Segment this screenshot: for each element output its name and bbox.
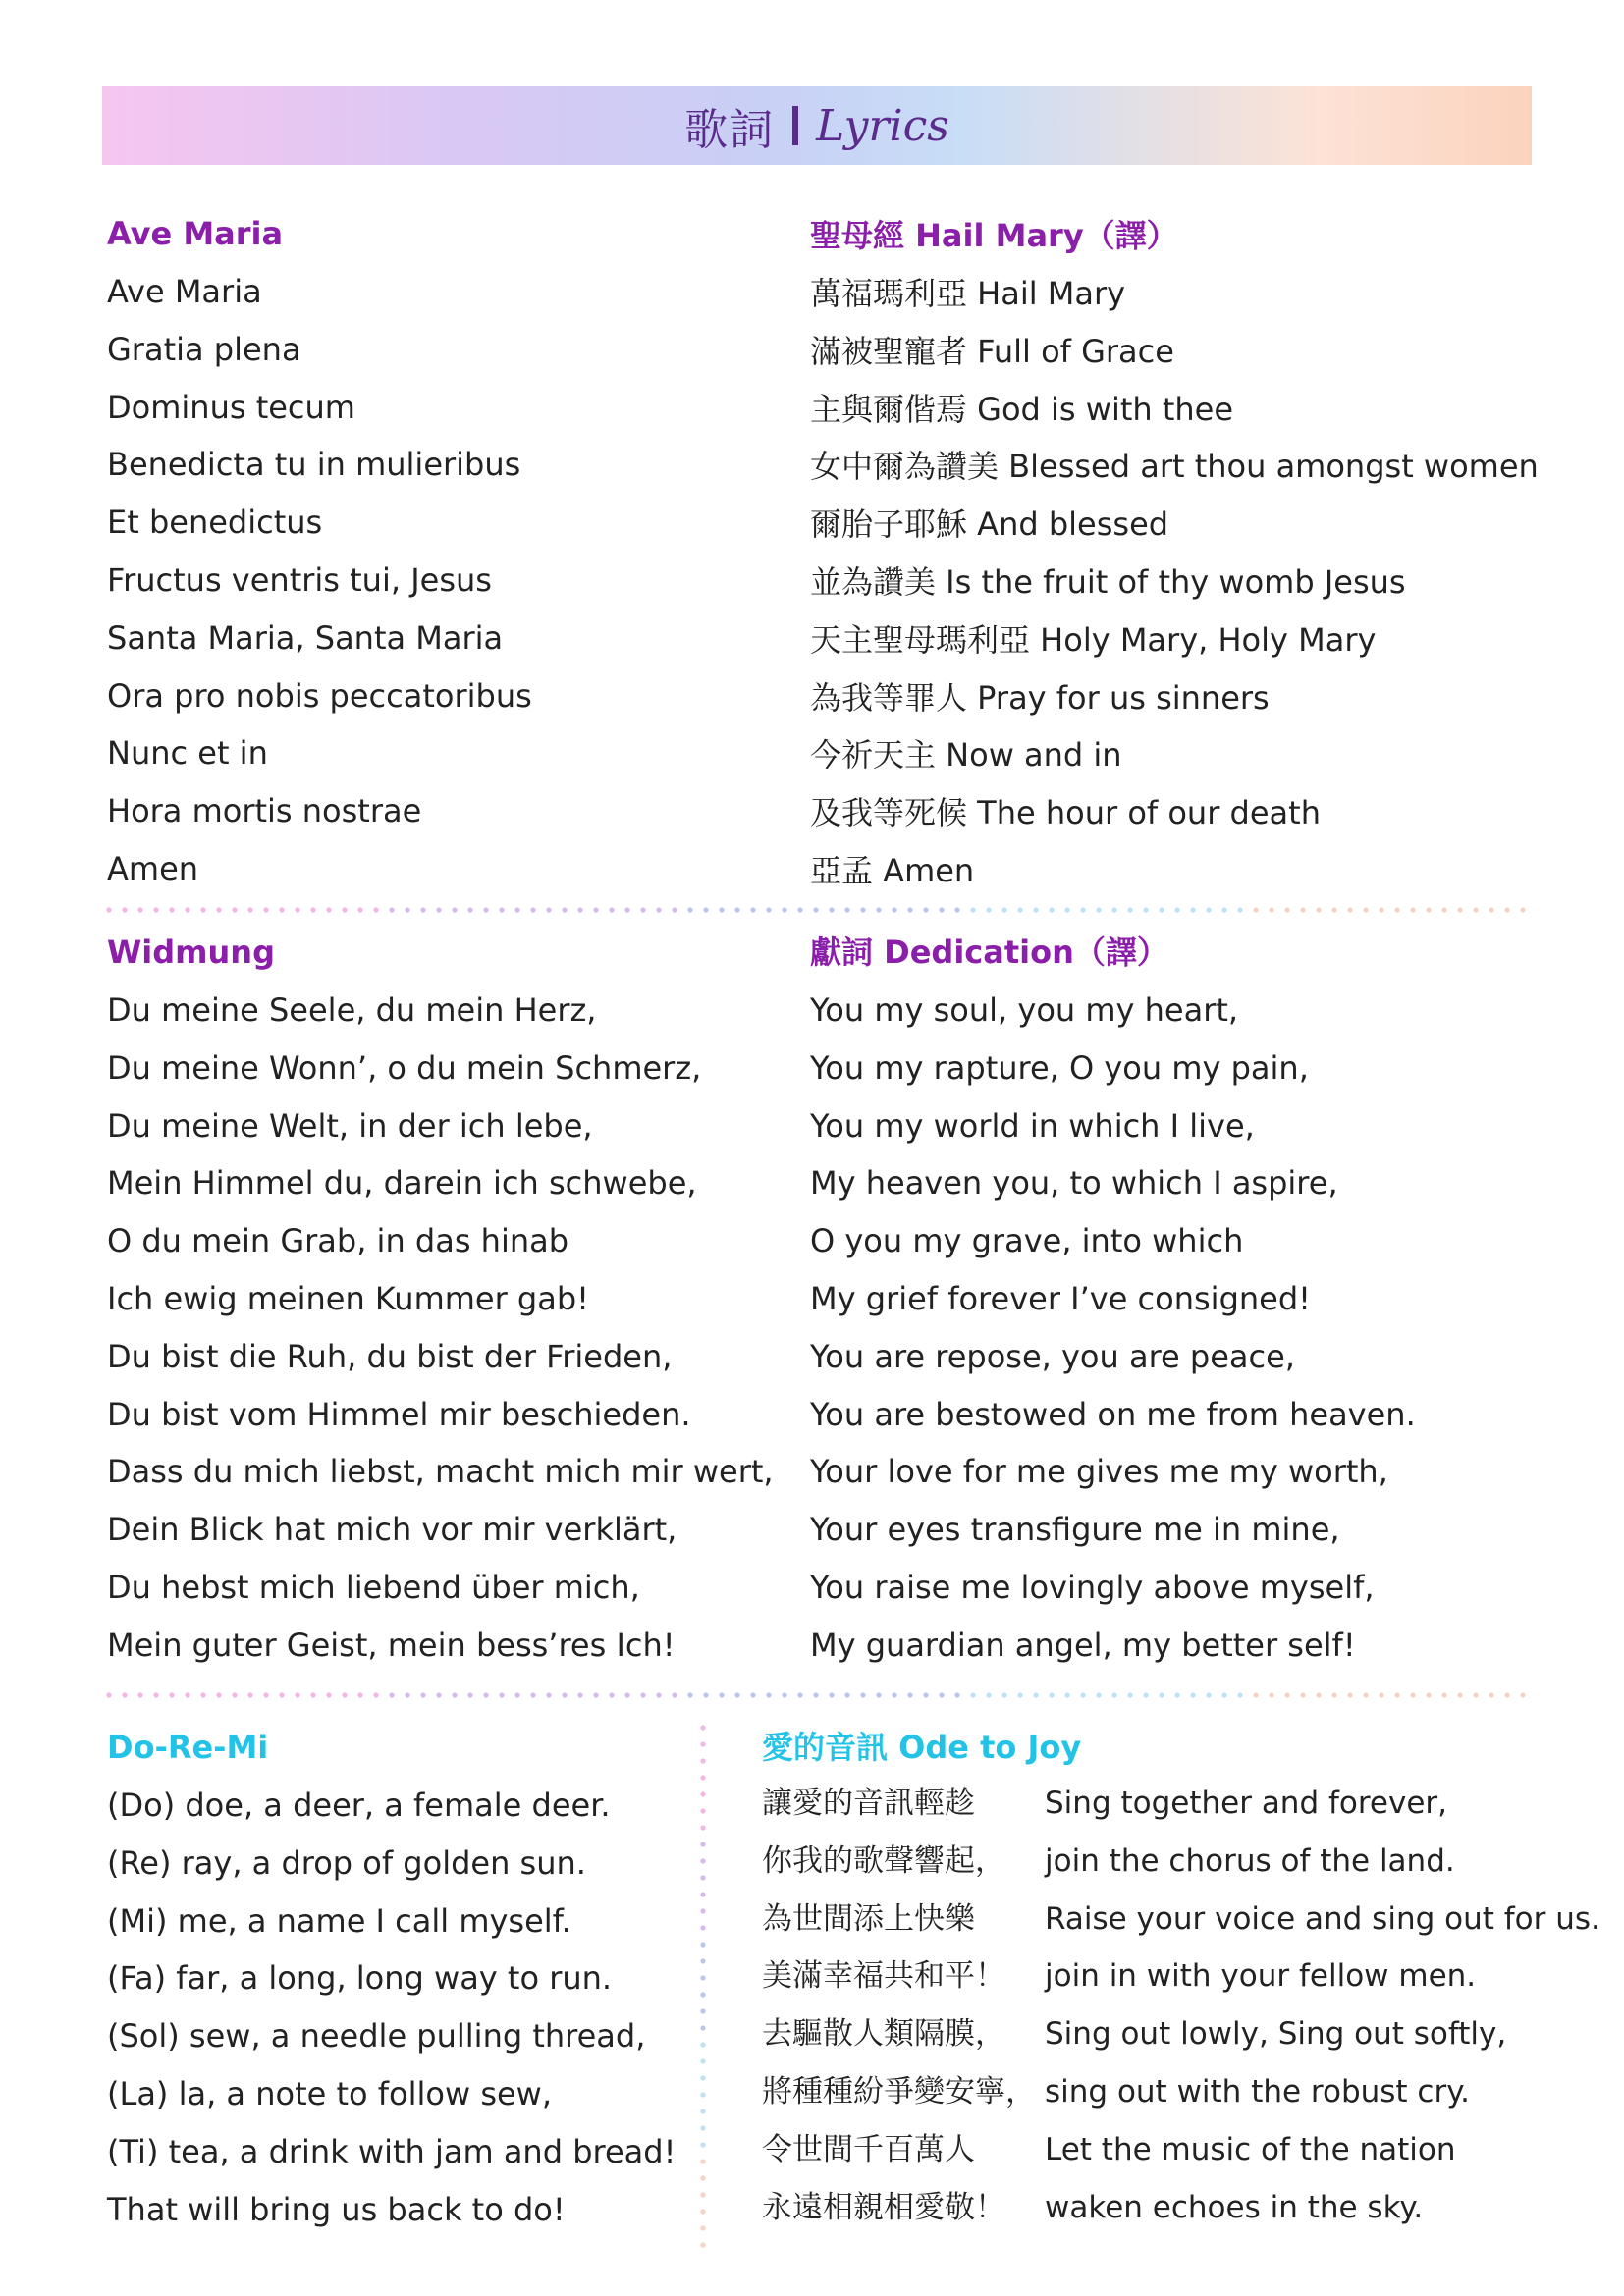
title-english: Lyrics: [816, 100, 949, 151]
lyric-line: 女中爾為讚美 Blessed art thou amongst women: [810, 448, 1539, 486]
ode-en-line: Sing together and forever,: [1045, 1786, 1448, 1821]
lyric-line: You my world in which I live,: [810, 1106, 1255, 1145]
dedication-section: [810, 931, 1416, 1675]
lyric-line: Hora mortis nostrae: [107, 792, 422, 830]
ode-en-line: Sing out lowly, Sing out softly,: [1045, 2016, 1507, 2053]
lyric-line: (Sol) sew, a needle pulling thread,: [107, 2017, 646, 2056]
lyric-line: Ave Maria: [107, 273, 262, 310]
ode-row: [762, 1833, 1600, 1891]
lyric-line: Du meine Welt, in der ich lebe,: [107, 1106, 593, 1145]
lyric-line: Dominus tecum: [107, 388, 355, 426]
lyric-line: Dein Blick hat mich vor mir verklärt,: [107, 1511, 677, 1549]
lyric-line: You are bestowed on me from heaven.: [810, 1395, 1416, 1433]
lyric-line: Your love for me gives me my worth,: [810, 1453, 1388, 1491]
lyric-line: (Fa) far, a long, long way to run.: [107, 1959, 613, 1998]
ode-cn-line: 將種種紛爭變安寧，: [762, 2073, 1036, 2109]
doremi-heading: Do-Re-Mi: [107, 1729, 269, 1766]
lyric-line: Ich ewig meinen Kummer gab!: [107, 1279, 589, 1317]
lyric-line: Gratia plena: [107, 330, 301, 368]
ode-cn-line: 為世間添上快樂: [762, 1900, 975, 1937]
lyric-line: Dass du mich liebst, macht mich mir wert,: [107, 1453, 774, 1491]
lyric-line: You raise me lovingly above myself,: [810, 1568, 1375, 1606]
ode-en-line: Raise your voice and sing out for us.: [1045, 1900, 1600, 1937]
lyric-line: O you my grave, into which: [810, 1222, 1244, 1260]
doremi-lines: [107, 1777, 676, 2238]
ode-row: [762, 2005, 1600, 2063]
ode-en-line: Let the music of the nation: [1045, 2131, 1456, 2167]
ode-row: [762, 1891, 1600, 1949]
ode-en-line: waken echoes in the sky.: [1045, 2189, 1424, 2225]
lyric-line: My guardian angel, my better self!: [810, 1626, 1356, 1664]
lyric-line: Du hebst mich liebend über mich,: [107, 1568, 640, 1606]
ode-en-line: join in with your fellow men.: [1045, 1958, 1477, 1995]
title-chinese: 歌詞: [684, 105, 776, 155]
lyric-line: You are repose, you are peace,: [810, 1337, 1295, 1375]
ode-cn-line: 永遠相親相愛敬！: [762, 2189, 1005, 2225]
ode-row: [762, 2121, 1600, 2179]
hail-mary-section: [810, 214, 1539, 900]
ode-en-line: join the chorus of the land.: [1045, 1842, 1455, 1879]
ode-cn-line: 讓愛的音訊輕趁: [762, 1786, 975, 1821]
lyric-line: Du meine Seele, du mein Herz,: [107, 991, 597, 1029]
lyric-line: (Mi) me, a name I call myself.: [107, 1901, 571, 1940]
widmung-lines: [107, 982, 774, 1675]
lyric-line: Santa Maria, Santa Maria: [107, 618, 504, 657]
lyric-line: Ora pro nobis peccatoribus: [107, 676, 532, 715]
dotted-divider: [106, 907, 1530, 913]
lyric-line: (Re) ray, a drop of golden sun.: [107, 1843, 586, 1882]
lyric-line: Amen: [107, 849, 199, 887]
lyric-line: 為我等罪人 Pray for us sinners: [810, 678, 1270, 717]
lyric-line: O du mein Grab, in das hinab: [107, 1222, 569, 1260]
lyric-line: Your eyes transfigure me in mine,: [810, 1511, 1340, 1549]
dedication-lines: [810, 982, 1416, 1675]
ode-row: [762, 1948, 1600, 2005]
lyric-line: 亞孟 Amen: [810, 851, 975, 889]
lyric-line: 滿被聖寵者 Full of Grace: [810, 332, 1174, 370]
ode-row: [762, 2063, 1600, 2121]
lyric-line: (Do) doe, a deer, a female deer.: [107, 1787, 611, 1824]
lyric-line: (La) la, a note to follow sew,: [107, 2074, 553, 2112]
dedication-heading: 獻詞 Dedication（譯）: [810, 934, 1168, 971]
lyric-line: 萬福瑪利亞 Hail Mary: [810, 275, 1126, 312]
lyric-line: My grief forever I’ve consigned!: [810, 1279, 1311, 1317]
hail-mary-lines: [810, 265, 1539, 900]
lyric-line: Du bist die Ruh, du bist der Frieden,: [107, 1337, 673, 1375]
lyric-line: 及我等死候 The hour of our death: [810, 794, 1321, 832]
hail-mary-heading: 聖母經 Hail Mary（譯）: [810, 217, 1178, 254]
dotted-divider: [106, 1692, 1530, 1698]
lyric-line: 並為讚美 Is the fruit of thy womb Jesus: [810, 562, 1406, 601]
ode-row: [762, 1775, 1600, 1833]
ode-heading: 愛的音訊 Ode to Joy: [762, 1729, 1082, 1766]
lyric-line: That will bring us back to do!: [107, 2190, 566, 2228]
vertical-dotted-divider: [699, 1724, 707, 2254]
ave-maria-lines: [107, 263, 532, 898]
ave-maria-section: [107, 212, 532, 898]
lyric-line: 爾胎子耶穌 And blessed: [810, 506, 1169, 544]
widmung-section: [107, 931, 774, 1675]
ode-cn-line: 你我的歌聲響起，: [762, 1842, 1005, 1879]
title-banner: [102, 86, 1532, 165]
lyric-line: Mein Himmel du, darein ich schwebe,: [107, 1164, 697, 1202]
ode-cn-line: 令世間千百萬人: [762, 2131, 975, 2167]
doremi-section: [107, 1726, 676, 2238]
title-separator: [792, 106, 798, 145]
lyric-line: You my soul, you my heart,: [810, 991, 1239, 1029]
ode-cn-line: 美滿幸福共和平！: [762, 1958, 1005, 1995]
ave-maria-heading: Ave Maria: [107, 215, 284, 252]
lyric-line: Mein guter Geist, mein bess’res Ich!: [107, 1626, 676, 1664]
ode-row: [762, 2179, 1600, 2237]
lyric-line: Fructus ventris tui, Jesus: [107, 561, 492, 599]
lyric-line: Nunc et in: [107, 734, 268, 773]
widmung-heading: Widmung: [107, 934, 275, 971]
lyric-line: Du meine Wonn’, o du mein Schmerz,: [107, 1048, 702, 1087]
lyric-line: My heaven you, to which I aspire,: [810, 1164, 1338, 1202]
lyric-line: 主與爾偕焉 God is with thee: [810, 390, 1234, 428]
ode-cn-line: 去驅散人類隔膜，: [762, 2016, 1005, 2053]
lyric-line: (Ti) tea, a drink with jam and bread!: [107, 2132, 677, 2170]
ode-lines: [762, 1775, 1600, 2236]
lyric-line: Benedicta tu in mulieribus: [107, 446, 521, 484]
lyric-line: Et benedictus: [107, 504, 323, 542]
lyric-line: 天主聖母瑪利亞 Holy Mary, Holy Mary: [810, 620, 1377, 659]
ode-section: [762, 1726, 1600, 2236]
lyric-line: 今祈天主 Now and in: [810, 736, 1122, 774]
lyric-line: You my rapture, O you my pain,: [810, 1048, 1309, 1087]
lyric-line: Du bist vom Himmel mir beschieden.: [107, 1395, 691, 1433]
ode-en-line: sing out with the robust cry.: [1045, 2073, 1471, 2109]
